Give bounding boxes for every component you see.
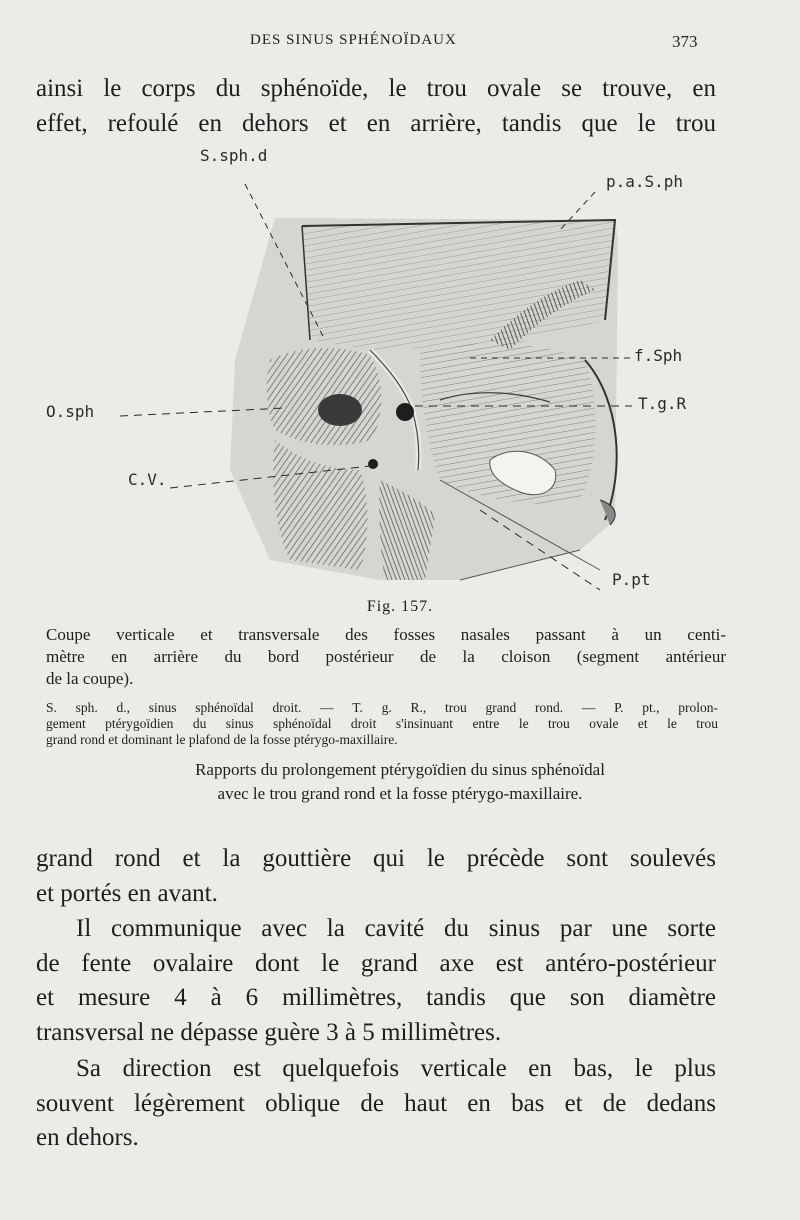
text-line: en dehors. [36,1124,139,1151]
legend-line: grand rond et dominant le plafond de la fosse ptérygo-maxillaire. [46,732,398,747]
legend-line: S. sph. d., sinus sphénoïdal droit. — T. g. R., trou grand rond. — P. pt., prolon- [46,700,718,715]
text-line: souvent légèrement oblique de haut en bas et de dedans [36,1089,716,1117]
figure-title [0,758,800,806]
figure-legend [46,700,718,748]
paragraph-3 [36,912,716,1050]
running-head: DES SINUS SPHÉNOÏDAUX [250,32,457,48]
text-line: de fente ovalaire dont le grand axe est antéro-postérieur [36,949,716,977]
figure-title-line: avec le trou grand rond et la fosse ptérygo-maxillaire. [217,784,583,803]
top-paragraph [36,72,716,141]
text-line: transversal ne dépasse guère 3 à 5 millimètres. [36,1018,502,1046]
label-p-pt: P.pt [612,570,651,589]
anatomical-illustration [40,140,760,600]
page-header [0,32,800,56]
label-s-sph-d: S.sph.d [200,146,268,165]
caption-line: Coupe verticale et transversale des fosses nasales passant à un centi- [46,625,726,644]
label-p-a-s-ph: p.a.S.ph [606,172,684,191]
page-number: 373 [672,32,698,51]
label-t-g-r: T.g.R [638,394,687,413]
text-line: et portés en avant. [36,879,218,907]
figure-number: Fig. 157. [366,598,434,615]
label-o-sph: O.sph [46,402,95,421]
text-line: et mesure 4 à 6 millimètres, tandis que son diamètre [36,984,716,1011]
caption-line: de la coupe). [46,669,134,688]
figure-caption [46,624,726,690]
label-f-sph: f.Sph [634,346,683,365]
anatomical-figure [40,140,760,600]
paragraph-4 [36,1052,716,1156]
text-line: effet, refoulé en dehors et en arrière, tandis que le trou [36,109,716,137]
paragraph-2 [36,842,716,911]
caption-line: mètre en arrière du bord postérieur de la cloison (segment antérieur [46,647,726,666]
text-line: grand rond et la gouttière qui le précède sont soulevés [36,845,716,872]
text-line: Sa direction est quelquefois verticale en bas, le plus [76,1055,716,1082]
label-c-v: C.V. [128,470,167,489]
legend-line: gement ptérygoïdien du sinus sphénoïdal droit s'insinuant entre le trou ovale et le trou [46,716,718,731]
text-line: ainsi le corps du sphénoïde, le trou ovale se trouve, en [36,75,716,102]
figure-title-line: Rapports du prolongement ptérygoïdien du sinus sphénoïdal [195,760,605,779]
text-line: Il communique avec la cavité du sinus par une sorte [76,915,716,942]
